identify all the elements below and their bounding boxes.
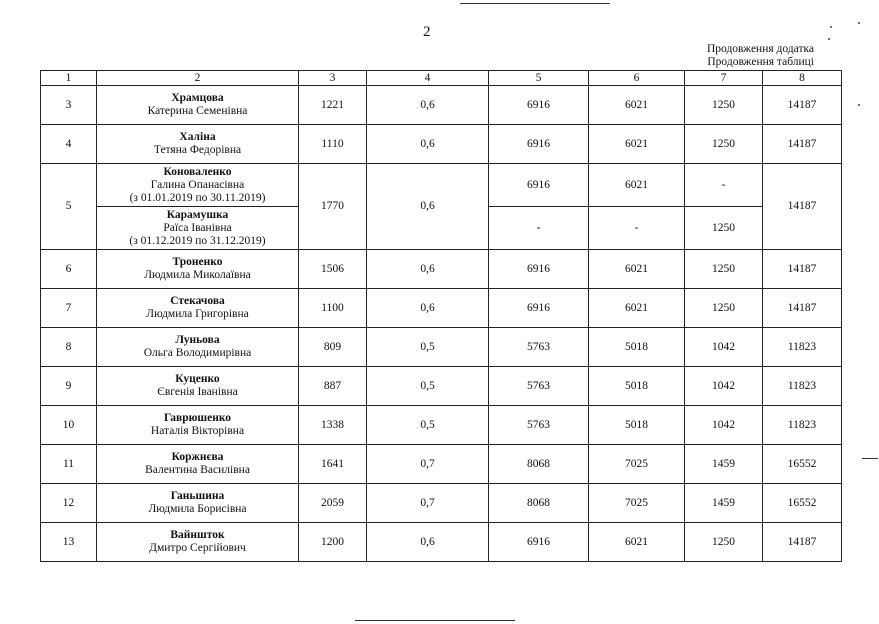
column-header: 3: [299, 71, 367, 86]
value-cell: 5763: [489, 406, 589, 445]
value-cell: 14187: [763, 164, 842, 250]
name-cell: [97, 86, 299, 125]
value-cell: 6916: [489, 250, 589, 289]
row-number-cell: 9: [41, 367, 97, 406]
row-number-cell: 13: [41, 523, 97, 562]
table-row: [41, 86, 842, 125]
surname: Гаврюшенко: [163, 412, 232, 424]
name-cell: [97, 207, 299, 250]
value-cell: -: [685, 164, 763, 207]
value-cell: 6021: [589, 164, 685, 207]
value-cell: 5018: [589, 367, 685, 406]
value-cell: 887: [299, 367, 367, 406]
scan-artifact-bottom: [355, 620, 515, 621]
value-cell: 0,6: [367, 86, 489, 125]
name-cell: [97, 289, 299, 328]
given-names: Євгенія Іванівна: [157, 386, 238, 398]
caption-table: Продовження таблиці: [707, 56, 814, 68]
table-row: [41, 406, 842, 445]
surname: Коржнєва: [171, 451, 224, 463]
table-row: [41, 445, 842, 484]
surname: Стекачова: [170, 295, 225, 307]
row-number-cell: 8: [41, 328, 97, 367]
row-number-cell: 3: [41, 86, 97, 125]
value-cell: 1250: [685, 289, 763, 328]
value-cell: 1250: [685, 250, 763, 289]
value-cell: 6021: [589, 86, 685, 125]
name-cell: [97, 367, 299, 406]
column-header: 6: [589, 71, 685, 86]
value-cell: 11823: [763, 328, 842, 367]
value-cell: 5763: [489, 367, 589, 406]
table-row: [41, 164, 842, 207]
value-cell: 1100: [299, 289, 367, 328]
column-header: 8: [763, 71, 842, 86]
value-cell: 8068: [489, 445, 589, 484]
value-cell: 16552: [763, 445, 842, 484]
given-names: Дмитро Сергійович: [149, 542, 246, 554]
surname: Куценко: [175, 373, 220, 385]
name-cell: [97, 484, 299, 523]
table-row: [41, 125, 842, 164]
surname: Ганьшина: [170, 490, 225, 502]
value-cell: 0,5: [367, 328, 489, 367]
value-cell: 1459: [685, 445, 763, 484]
value-cell: 0,6: [367, 523, 489, 562]
given-names: Тетяна Федорівна: [153, 144, 242, 156]
surname: Троненко: [172, 256, 223, 268]
value-cell: 14187: [763, 250, 842, 289]
value-cell: 14187: [763, 125, 842, 164]
table-row: [41, 523, 842, 562]
value-cell: 0,6: [367, 125, 489, 164]
value-cell: 0,7: [367, 445, 489, 484]
column-header: 1: [41, 71, 97, 86]
given-names: Галина Опанасівна: [150, 178, 245, 191]
value-cell: -: [489, 207, 589, 250]
value-cell: 14187: [763, 523, 842, 562]
column-header: 5: [489, 71, 589, 86]
value-cell: 7025: [589, 445, 685, 484]
surname: Карамушка: [166, 208, 229, 221]
row-number-cell: 5: [41, 164, 97, 250]
scan-speck: [830, 26, 832, 28]
row-number-cell: 6: [41, 250, 97, 289]
value-cell: 6916: [489, 86, 589, 125]
header-row: [41, 71, 842, 86]
value-cell: 1221: [299, 86, 367, 125]
given-names: Раїса Іванівна: [163, 221, 232, 234]
table-row: [41, 289, 842, 328]
value-cell: 0,6: [367, 164, 489, 250]
surname: Вайншток: [170, 529, 225, 541]
value-cell: 0,5: [367, 406, 489, 445]
given-names: Катерина Семенівна: [147, 105, 248, 117]
value-cell: 1641: [299, 445, 367, 484]
name-cell: [97, 164, 299, 207]
value-cell: 0,6: [367, 250, 489, 289]
scan-speck: [858, 104, 860, 106]
value-cell: 7025: [589, 484, 685, 523]
given-names: Ольга Володимирівна: [143, 347, 252, 359]
value-cell: 1250: [685, 86, 763, 125]
data-table: [40, 70, 842, 562]
value-cell: 6021: [589, 523, 685, 562]
name-cell: [97, 406, 299, 445]
value-cell: 5018: [589, 406, 685, 445]
scan-artifact-top: [460, 3, 610, 4]
column-header: 7: [685, 71, 763, 86]
value-cell: 11823: [763, 406, 842, 445]
row-number-cell: 4: [41, 125, 97, 164]
table-row: [41, 250, 842, 289]
given-names: Людмила Миколаївна: [144, 269, 251, 281]
row-number-cell: 11: [41, 445, 97, 484]
column-header: 2: [97, 71, 299, 86]
value-cell: 6916: [489, 125, 589, 164]
period: (з 01.01.2019 по 30.11.2019): [129, 191, 266, 204]
value-cell: 1506: [299, 250, 367, 289]
value-cell: 6021: [589, 289, 685, 328]
given-names: Людмила Борисівна: [148, 503, 247, 515]
value-cell: 5763: [489, 328, 589, 367]
value-cell: 11823: [763, 367, 842, 406]
name-cell: [97, 328, 299, 367]
value-cell: 1338: [299, 406, 367, 445]
value-cell: 8068: [489, 484, 589, 523]
value-cell: 1042: [685, 406, 763, 445]
row-number-cell: 10: [41, 406, 97, 445]
surname: Храмцова: [171, 92, 224, 104]
name-cell: [97, 125, 299, 164]
value-cell: 6021: [589, 125, 685, 164]
scan-speck: [858, 22, 860, 24]
row-number-cell: 12: [41, 484, 97, 523]
value-cell: 6916: [489, 523, 589, 562]
value-cell: -: [589, 207, 685, 250]
scan-speck: [828, 38, 830, 40]
value-cell: 6916: [489, 289, 589, 328]
value-cell: 0,5: [367, 367, 489, 406]
value-cell: 0,6: [367, 289, 489, 328]
value-cell: 1250: [685, 125, 763, 164]
value-cell: 1042: [685, 328, 763, 367]
column-header: 4: [367, 71, 489, 86]
value-cell: 6021: [589, 250, 685, 289]
name-cell: [97, 523, 299, 562]
page-number: 2: [423, 24, 431, 40]
scan-artifact-right: [862, 458, 878, 459]
value-cell: 809: [299, 328, 367, 367]
given-names: Наталія Вікторівна: [150, 425, 245, 437]
value-cell: 14187: [763, 86, 842, 125]
name-cell: [97, 445, 299, 484]
value-cell: 1459: [685, 484, 763, 523]
value-cell: 0,7: [367, 484, 489, 523]
value-cell: 16552: [763, 484, 842, 523]
value-cell: 1200: [299, 523, 367, 562]
table-row: [41, 484, 842, 523]
value-cell: 1110: [299, 125, 367, 164]
given-names: Людмила Григорівна: [146, 308, 249, 320]
surname: Луньова: [175, 334, 220, 346]
value-cell: 1250: [685, 523, 763, 562]
period: (з 01.12.2019 по 31.12.2019): [129, 234, 266, 247]
surname: Халіна: [179, 131, 216, 143]
table-row: [41, 367, 842, 406]
value-cell: 6916: [489, 164, 589, 207]
table-row: [41, 328, 842, 367]
surname: Коноваленко: [163, 165, 232, 178]
caption-appendix: Продовження додатка: [706, 43, 814, 55]
name-cell: [97, 250, 299, 289]
value-cell: 1250: [685, 207, 763, 250]
value-cell: 1042: [685, 367, 763, 406]
value-cell: 14187: [763, 289, 842, 328]
given-names: Валентина Василівна: [145, 464, 250, 476]
value-cell: 2059: [299, 484, 367, 523]
value-cell: 1770: [299, 164, 367, 250]
value-cell: 5018: [589, 328, 685, 367]
row-number-cell: 7: [41, 289, 97, 328]
